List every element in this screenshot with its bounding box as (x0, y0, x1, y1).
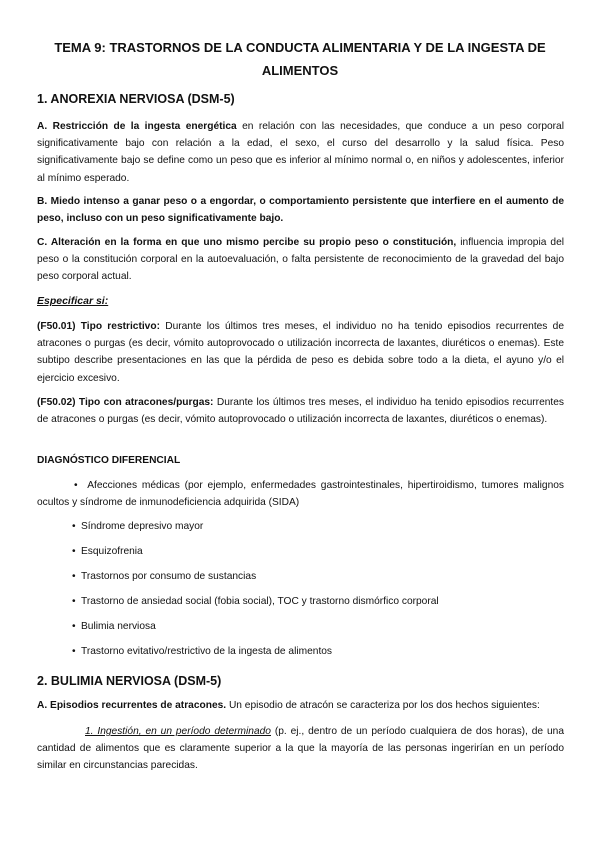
criterion-a-anorexia (37, 118, 564, 187)
criterion-c-title: C. Alteración en la forma en que uno mismo percibe su propio peso o constitución, (37, 237, 457, 248)
dd-item-text: Trastornos por consumo de sustancias (81, 571, 257, 582)
bullet: • (72, 546, 76, 557)
criterion-a-bulimia-title: A. Episodios recurrentes de atracones. (37, 700, 227, 711)
criterion-a-title: A. Restricción de la ingesta energética (37, 121, 237, 132)
dd-item (72, 596, 439, 607)
dd-item-text: Esquizofrenia (81, 546, 143, 557)
dd-item-text: Síndrome depresivo mayor (81, 521, 204, 532)
criterion-a-bulimia-text: Un episodio de atracón se caracteriza por los dos hechos siguientes: (226, 700, 540, 711)
subtype-binge-purge-text: Durante los últimos tres meses, el individuo ha tenido episodios recurrentes de atracones o purgas (es decir, vómito autoprovocado o utilización incorrecta de laxantes, diuréticos o enemas). (37, 397, 564, 426)
specify-label: Especificar si: (37, 295, 109, 307)
dd-item (72, 646, 332, 657)
dd-item-medical-text: Afecciones médicas (por ejemplo, enfermedades gastrointestinales, hipertiroidismo, tumores malignos ocultos y síndrome de inmunodeficiencia adquirida (SIDA) (37, 480, 565, 509)
criterion-a-bulimia (37, 697, 564, 714)
bullet: • (72, 596, 76, 607)
subtype-restrictive-text: Durante los últimos tres meses, el individuo no ha tenido episodios recurrentes de atracones o purgas (es decir, vómito autoprovocado o utilización incorrecta de laxantes, diuréticos o enemas). Este subtipo describe presentaciones en las que la pérdida de peso es debida sobre todo a la dieta, el ayuno y/o el ejercicio excesivo. (37, 321, 564, 384)
dd-item (72, 571, 256, 582)
criterion-a-text: en relación con las necesidades, que conduce a un peso corporal significativamente bajo con relación a la edad, el sexo, el curso del desarrollo y la salud física. Peso significativamente bajo se define como un peso que es inferior al mínimo normal o, en niños y adolescentes, inferior al mínimo esperado. (37, 121, 564, 184)
subtype-restrictive-title: (F50.01) Tipo restrictivo: (37, 321, 160, 332)
criterion-b-anorexia (37, 193, 564, 227)
criterion-a1-text: (p. ej., dentro de un período cualquiera de dos horas), de una cantidad de alimentos que es claramente superior a la que la mayoría de las personas ingerirían en un período similar en circunstancias parecidas. (37, 726, 564, 772)
dd-item-text: Trastorno evitativo/restrictivo de la ingesta de alimentos (81, 646, 333, 657)
bullet: • (72, 646, 76, 657)
differential-diagnosis-heading: DIAGNÓSTICO DIFERENCIAL (37, 455, 181, 466)
criterion-a1-title: 1. Ingestión, en un período determinado (85, 726, 271, 737)
section-heading-bulimia: 2. BULIMIA NERVIOSA (DSM-5) (37, 674, 222, 688)
subtype-restrictive (37, 318, 564, 387)
section-heading-anorexia: 1. ANOREXIA NERVIOSA (DSM-5) (37, 92, 235, 106)
criterion-a1-bulimia (37, 723, 564, 775)
bullet: • (72, 621, 76, 632)
dd-item-text: Trastorno de ansiedad social (fobia social), TOC y trastorno dismórfico corporal (81, 596, 439, 607)
subtype-binge-purge-title: (F50.02) Tipo con atracones/purgas: (37, 397, 214, 408)
bullet: • (74, 480, 78, 491)
dd-item (72, 546, 143, 557)
dd-item (72, 521, 203, 532)
bullet: • (72, 521, 76, 532)
criterion-c-text: influencia impropia del peso o la constitución corporal en la autoevaluación, o falta persistente de reconocimiento de la gravedad del bajo peso corporal actual. (37, 237, 565, 283)
title-line-2: ALIMENTOS (261, 63, 339, 78)
subtype-binge-purge (37, 394, 564, 428)
bullet: • (72, 571, 76, 582)
dd-item-text: Bulimia nerviosa (81, 621, 156, 632)
dd-item-medical (37, 477, 564, 511)
criterion-b-text: B. Miedo intenso a ganar peso o a engordar, o comportamiento persistente que interfiere en el aumento de peso, incluso con un peso significativamente bajo. (37, 196, 564, 225)
criterion-c-anorexia (37, 234, 564, 286)
page-title (40, 36, 560, 82)
dd-item (72, 621, 156, 632)
title-line-1: TEMA 9: TRASTORNOS DE LA CONDUCTA ALIMENTARIA Y DE LA INGESTA DE (54, 40, 546, 55)
